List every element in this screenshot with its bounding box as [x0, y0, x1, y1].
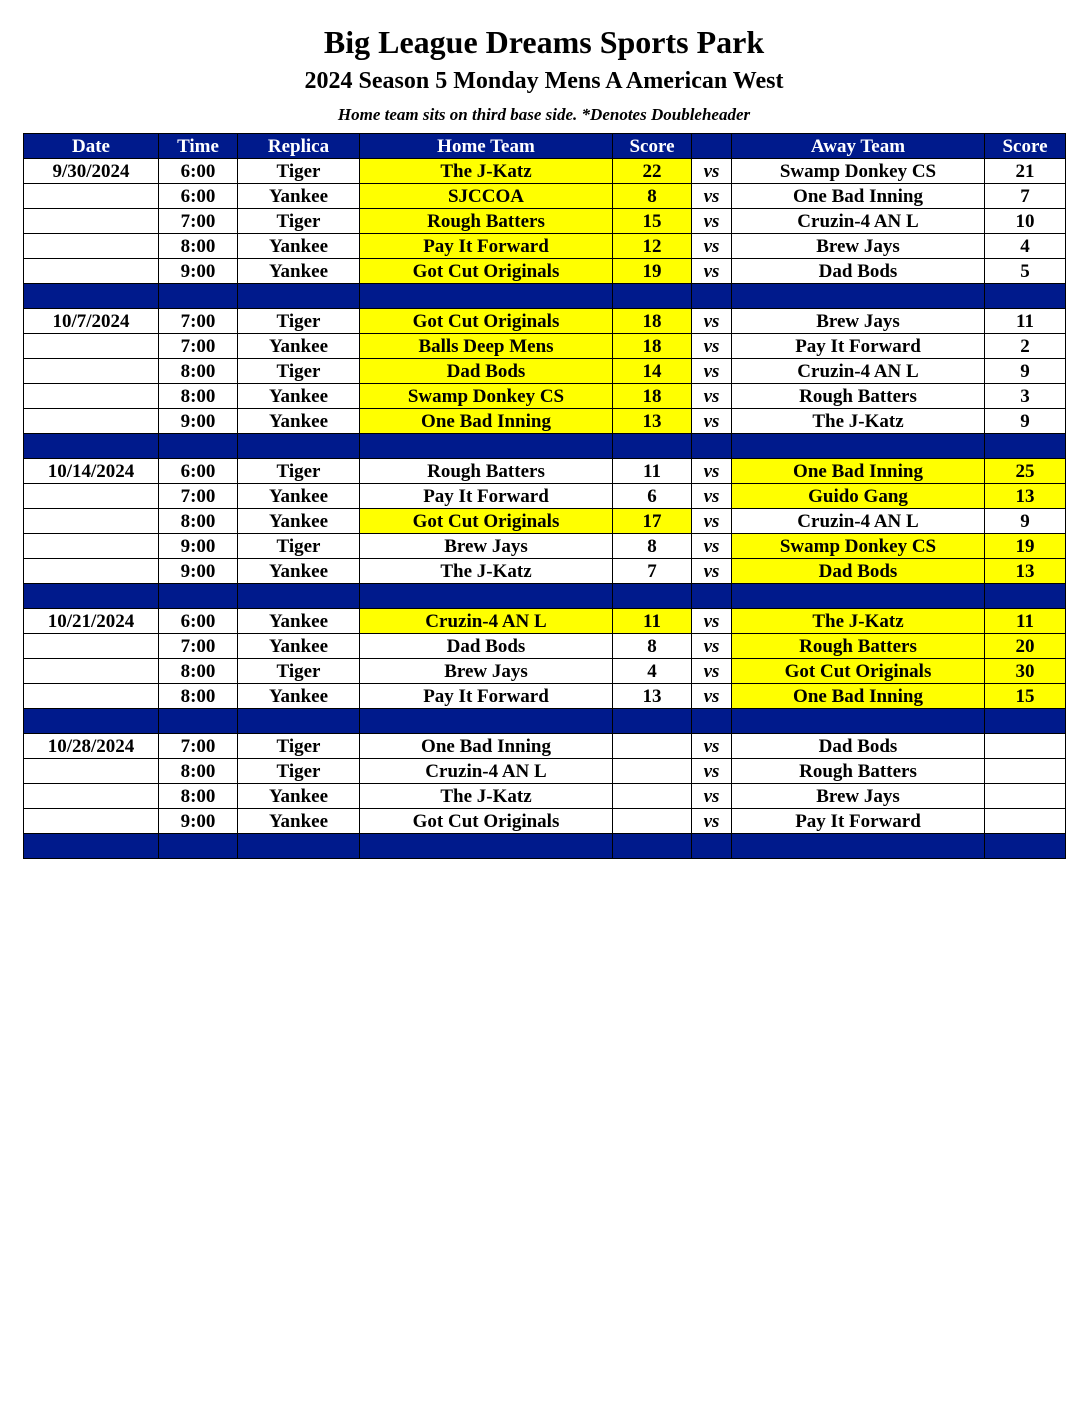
home-score-cell: 4 [613, 659, 692, 684]
vs-cell: vs [692, 259, 732, 284]
away-team-cell: Got Cut Originals [732, 659, 985, 684]
away-team-cell: One Bad Inning [732, 684, 985, 709]
home-team-cell: Got Cut Originals [360, 509, 613, 534]
replica-cell: Tiger [238, 209, 360, 234]
home-score-cell [613, 734, 692, 759]
week-separator [24, 834, 1066, 859]
date-cell [24, 384, 159, 409]
away-team-cell: Rough Batters [732, 384, 985, 409]
separator-cell [159, 284, 238, 309]
page-subtitle: 2024 Season 5 Monday Mens A American West [304, 68, 784, 94]
replica-cell: Tiger [238, 659, 360, 684]
away-score-cell: 21 [985, 159, 1066, 184]
vs-cell: vs [692, 809, 732, 834]
date-cell [24, 784, 159, 809]
away-score-cell: 9 [985, 509, 1066, 534]
game-row [24, 759, 1066, 784]
away-team-cell: Cruzin-4 AN L [732, 359, 985, 384]
separator-cell [732, 834, 985, 859]
separator-cell [360, 584, 613, 609]
home-score-cell: 17 [613, 509, 692, 534]
col-header-date: Date [24, 134, 159, 159]
game-row [24, 634, 1066, 659]
separator-cell [238, 434, 360, 459]
date-cell [24, 334, 159, 359]
game-row [24, 334, 1066, 359]
away-score-cell: 13 [985, 559, 1066, 584]
game-row [24, 309, 1066, 334]
home-score-cell [613, 809, 692, 834]
time-cell: 7:00 [159, 634, 238, 659]
game-row [24, 359, 1066, 384]
home-score-cell: 15 [613, 209, 692, 234]
separator-cell [692, 709, 732, 734]
game-row [24, 734, 1066, 759]
away-score-cell: 7 [985, 184, 1066, 209]
away-score-cell: 5 [985, 259, 1066, 284]
vs-cell: vs [692, 759, 732, 784]
away-team-cell: Dad Bods [732, 259, 985, 284]
vs-cell: vs [692, 634, 732, 659]
separator-cell [985, 584, 1066, 609]
separator-cell [985, 434, 1066, 459]
time-cell: 9:00 [159, 259, 238, 284]
replica-cell: Tiger [238, 734, 360, 759]
date-cell: 10/28/2024 [24, 734, 159, 759]
replica-cell: Yankee [238, 784, 360, 809]
game-row [24, 659, 1066, 684]
home-team-cell: Balls Deep Mens [360, 334, 613, 359]
away-team-cell: Rough Batters [732, 634, 985, 659]
separator-cell [985, 709, 1066, 734]
home-team-cell: Cruzin-4 AN L [360, 759, 613, 784]
home-team-cell: One Bad Inning [360, 734, 613, 759]
date-cell: 9/30/2024 [24, 159, 159, 184]
vs-cell: vs [692, 684, 732, 709]
game-row [24, 559, 1066, 584]
game-row [24, 159, 1066, 184]
separator-cell [613, 834, 692, 859]
away-team-cell: Pay It Forward [732, 334, 985, 359]
vs-cell: vs [692, 334, 732, 359]
home-score-cell: 13 [613, 684, 692, 709]
separator-cell [159, 584, 238, 609]
home-score-cell: 13 [613, 409, 692, 434]
home-score-cell: 12 [613, 234, 692, 259]
vs-cell: vs [692, 509, 732, 534]
vs-cell: vs [692, 609, 732, 634]
game-row [24, 609, 1066, 634]
separator-cell [238, 709, 360, 734]
separator-cell [238, 584, 360, 609]
home-team-cell: One Bad Inning [360, 409, 613, 434]
home-team-cell: Got Cut Originals [360, 809, 613, 834]
col-header-replica: Replica [238, 134, 360, 159]
home-team-cell: Swamp Donkey CS [360, 384, 613, 409]
home-score-cell: 8 [613, 184, 692, 209]
date-cell [24, 184, 159, 209]
replica-cell: Tiger [238, 309, 360, 334]
game-row [24, 784, 1066, 809]
replica-cell: Yankee [238, 409, 360, 434]
page-note: Home team sits on third base side. *Denotes Doubleheader [337, 105, 751, 124]
date-cell [24, 659, 159, 684]
away-score-cell [985, 759, 1066, 784]
away-score-cell: 19 [985, 534, 1066, 559]
away-team-cell: Pay It Forward [732, 809, 985, 834]
home-score-cell: 18 [613, 384, 692, 409]
home-team-cell: Pay It Forward [360, 484, 613, 509]
col-header-home-team: Home Team [360, 134, 613, 159]
away-team-cell: Brew Jays [732, 234, 985, 259]
time-cell: 7:00 [159, 334, 238, 359]
home-team-cell: The J-Katz [360, 784, 613, 809]
date-cell [24, 484, 159, 509]
vs-cell: vs [692, 409, 732, 434]
vs-cell: vs [692, 309, 732, 334]
separator-cell [692, 284, 732, 309]
game-row [24, 209, 1066, 234]
date-cell [24, 509, 159, 534]
time-cell: 7:00 [159, 309, 238, 334]
time-cell: 6:00 [159, 159, 238, 184]
page-title: Big League Dreams Sports Park [323, 24, 765, 60]
vs-cell: vs [692, 659, 732, 684]
vs-cell: vs [692, 784, 732, 809]
away-score-cell [985, 784, 1066, 809]
replica-cell: Tiger [238, 359, 360, 384]
separator-cell [732, 284, 985, 309]
away-score-cell: 20 [985, 634, 1066, 659]
home-team-cell: Brew Jays [360, 659, 613, 684]
game-row [24, 459, 1066, 484]
away-score-cell [985, 734, 1066, 759]
date-cell [24, 259, 159, 284]
separator-cell [732, 434, 985, 459]
home-score-cell: 7 [613, 559, 692, 584]
away-score-cell [985, 809, 1066, 834]
replica-cell: Tiger [238, 159, 360, 184]
separator-cell [360, 284, 613, 309]
time-cell: 8:00 [159, 784, 238, 809]
away-score-cell: 30 [985, 659, 1066, 684]
separator-cell [360, 709, 613, 734]
separator-cell [24, 584, 159, 609]
home-team-cell: Got Cut Originals [360, 309, 613, 334]
separator-cell [360, 434, 613, 459]
home-score-cell: 18 [613, 309, 692, 334]
vs-cell: vs [692, 734, 732, 759]
home-team-cell: Rough Batters [360, 209, 613, 234]
separator-cell [732, 584, 985, 609]
home-team-cell: Pay It Forward [360, 234, 613, 259]
vs-cell: vs [692, 184, 732, 209]
separator-cell [24, 284, 159, 309]
away-score-cell: 4 [985, 234, 1066, 259]
away-score-cell: 11 [985, 609, 1066, 634]
date-cell [24, 809, 159, 834]
time-cell: 8:00 [159, 234, 238, 259]
date-cell: 10/7/2024 [24, 309, 159, 334]
time-cell: 6:00 [159, 459, 238, 484]
replica-cell: Yankee [238, 334, 360, 359]
separator-cell [159, 434, 238, 459]
game-row [24, 259, 1066, 284]
replica-cell: Yankee [238, 184, 360, 209]
away-team-cell: Rough Batters [732, 759, 985, 784]
away-team-cell: The J-Katz [732, 609, 985, 634]
replica-cell: Yankee [238, 384, 360, 409]
time-cell: 8:00 [159, 684, 238, 709]
time-cell: 9:00 [159, 559, 238, 584]
replica-cell: Yankee [238, 609, 360, 634]
separator-cell [613, 584, 692, 609]
vs-cell: vs [692, 159, 732, 184]
date-cell [24, 559, 159, 584]
replica-cell: Yankee [238, 484, 360, 509]
replica-cell: Tiger [238, 759, 360, 784]
away-team-cell: Guido Gang [732, 484, 985, 509]
home-score-cell [613, 784, 692, 809]
away-team-cell: Swamp Donkey CS [732, 534, 985, 559]
date-cell [24, 234, 159, 259]
vs-cell: vs [692, 534, 732, 559]
vs-cell: vs [692, 484, 732, 509]
separator-cell [24, 434, 159, 459]
time-cell: 8:00 [159, 659, 238, 684]
home-score-cell: 22 [613, 159, 692, 184]
replica-cell: Yankee [238, 259, 360, 284]
time-cell: 7:00 [159, 209, 238, 234]
home-team-cell: The J-Katz [360, 159, 613, 184]
separator-cell [159, 834, 238, 859]
away-team-cell: Brew Jays [732, 309, 985, 334]
home-team-cell: SJCCOA [360, 184, 613, 209]
date-cell [24, 359, 159, 384]
date-cell: 10/21/2024 [24, 609, 159, 634]
col-header-vs [692, 134, 732, 159]
home-team-cell: Dad Bods [360, 359, 613, 384]
away-score-cell: 15 [985, 684, 1066, 709]
away-team-cell: Cruzin-4 AN L [732, 209, 985, 234]
separator-cell [613, 709, 692, 734]
time-cell: 8:00 [159, 759, 238, 784]
replica-cell: Yankee [238, 684, 360, 709]
away-score-cell: 9 [985, 359, 1066, 384]
game-row [24, 534, 1066, 559]
separator-cell [985, 284, 1066, 309]
separator-cell [732, 709, 985, 734]
col-header-away-team: Away Team [732, 134, 985, 159]
separator-cell [692, 834, 732, 859]
home-team-cell: Cruzin-4 AN L [360, 609, 613, 634]
date-cell [24, 534, 159, 559]
separator-cell [613, 284, 692, 309]
vs-cell: vs [692, 559, 732, 584]
separator-cell [692, 434, 732, 459]
home-team-cell: The J-Katz [360, 559, 613, 584]
time-cell: 8:00 [159, 359, 238, 384]
away-team-cell: Cruzin-4 AN L [732, 509, 985, 534]
time-cell: 7:00 [159, 734, 238, 759]
time-cell: 9:00 [159, 534, 238, 559]
away-team-cell: Swamp Donkey CS [732, 159, 985, 184]
replica-cell: Yankee [238, 809, 360, 834]
home-score-cell: 11 [613, 459, 692, 484]
away-score-cell: 2 [985, 334, 1066, 359]
week-separator [24, 434, 1066, 459]
home-score-cell: 19 [613, 259, 692, 284]
home-team-cell: Got Cut Originals [360, 259, 613, 284]
home-team-cell: Dad Bods [360, 634, 613, 659]
home-score-cell [613, 759, 692, 784]
vs-cell: vs [692, 384, 732, 409]
game-row [24, 384, 1066, 409]
replica-cell: Yankee [238, 234, 360, 259]
game-row [24, 809, 1066, 834]
time-cell: 9:00 [159, 809, 238, 834]
home-score-cell: 8 [613, 634, 692, 659]
away-team-cell: The J-Katz [732, 409, 985, 434]
home-score-cell: 11 [613, 609, 692, 634]
separator-cell [613, 434, 692, 459]
game-row [24, 234, 1066, 259]
vs-cell: vs [692, 234, 732, 259]
separator-cell [24, 709, 159, 734]
time-cell: 8:00 [159, 509, 238, 534]
week-separator [24, 284, 1066, 309]
col-header-home-score: Score [613, 134, 692, 159]
time-cell: 8:00 [159, 384, 238, 409]
replica-cell: Yankee [238, 559, 360, 584]
date-cell: 10/14/2024 [24, 459, 159, 484]
away-score-cell: 25 [985, 459, 1066, 484]
separator-cell [692, 584, 732, 609]
col-header-time: Time [159, 134, 238, 159]
away-score-cell: 10 [985, 209, 1066, 234]
col-header-away-score: Score [985, 134, 1066, 159]
away-score-cell: 9 [985, 409, 1066, 434]
vs-cell: vs [692, 209, 732, 234]
week-separator [24, 584, 1066, 609]
week-separator [24, 709, 1066, 734]
replica-cell: Yankee [238, 634, 360, 659]
home-score-cell: 18 [613, 334, 692, 359]
home-score-cell: 8 [613, 534, 692, 559]
header-row [24, 134, 1066, 159]
away-team-cell: One Bad Inning [732, 459, 985, 484]
separator-cell [238, 284, 360, 309]
away-score-cell: 3 [985, 384, 1066, 409]
away-score-cell: 13 [985, 484, 1066, 509]
date-cell [24, 684, 159, 709]
away-team-cell: Brew Jays [732, 784, 985, 809]
home-score-cell: 14 [613, 359, 692, 384]
home-team-cell: Rough Batters [360, 459, 613, 484]
separator-cell [238, 834, 360, 859]
date-cell [24, 759, 159, 784]
separator-cell [24, 834, 159, 859]
separator-cell [360, 834, 613, 859]
away-team-cell: One Bad Inning [732, 184, 985, 209]
date-cell [24, 409, 159, 434]
game-row [24, 484, 1066, 509]
home-team-cell: Pay It Forward [360, 684, 613, 709]
game-row [24, 509, 1066, 534]
time-cell: 9:00 [159, 409, 238, 434]
separator-cell [159, 709, 238, 734]
time-cell: 6:00 [159, 609, 238, 634]
replica-cell: Tiger [238, 534, 360, 559]
time-cell: 7:00 [159, 484, 238, 509]
replica-cell: Yankee [238, 509, 360, 534]
away-team-cell: Dad Bods [732, 734, 985, 759]
vs-cell: vs [692, 459, 732, 484]
time-cell: 6:00 [159, 184, 238, 209]
game-row [24, 684, 1066, 709]
away-score-cell: 11 [985, 309, 1066, 334]
date-cell [24, 209, 159, 234]
separator-cell [985, 834, 1066, 859]
date-cell [24, 634, 159, 659]
vs-cell: vs [692, 359, 732, 384]
game-row [24, 409, 1066, 434]
schedule-body [24, 159, 1066, 859]
away-team-cell: Dad Bods [732, 559, 985, 584]
home-score-cell: 6 [613, 484, 692, 509]
schedule-table [23, 133, 1066, 859]
game-row [24, 184, 1066, 209]
home-team-cell: Brew Jays [360, 534, 613, 559]
replica-cell: Tiger [238, 459, 360, 484]
